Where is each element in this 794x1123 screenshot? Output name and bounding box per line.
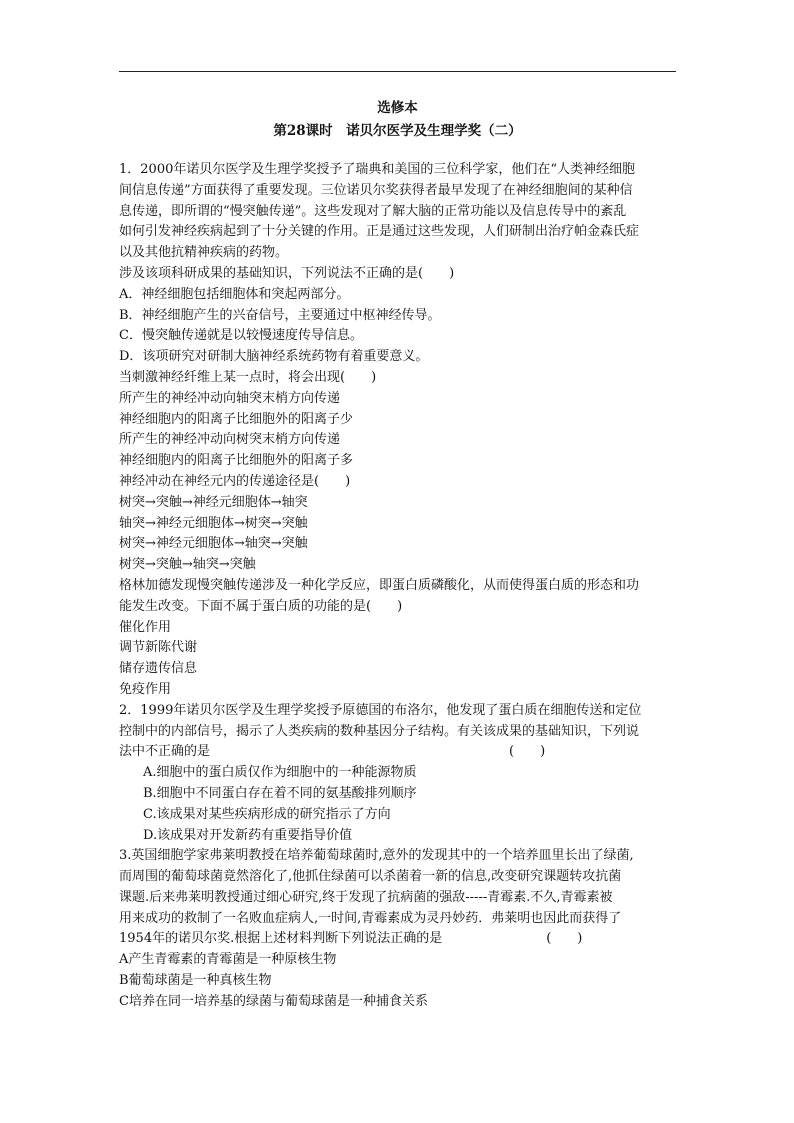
text-line: A．神经细胞包括细胞体和突起两部分。 <box>119 286 350 302</box>
text-line: 所产生的神经冲动向树突末梢方向传递 <box>119 432 341 448</box>
text-line: 树突→神经元细胞体→轴突→突触 <box>119 536 308 552</box>
text-line: A产生青霉素的青霉菌是一种原核生物 <box>119 952 337 968</box>
document-body <box>119 160 679 1013</box>
text-line: D.该成果对开发新药有重要指导价值 <box>143 827 353 843</box>
text-line: 间信息传递”方面获得了重要发现。三位诺贝尔奖获得者最早发现了在神经细胞间的某种信 <box>119 182 633 198</box>
text-line: 1．2000年诺贝尔医学及生理学奖授予了瑞典和美国的三位科学家，他们在“人类神经细胞 <box>119 162 636 177</box>
text-line: D．该项研究对研制大脑神经系统药物有着重要意义。 <box>119 349 429 365</box>
text-line: 催化作用 <box>119 619 172 635</box>
text-line: 课题.后来弗莱明教授通过细心研究,终于发现了抗病菌的强敌-----青霉素.不久,青霉素被 <box>119 889 613 905</box>
text-line: 神经细胞内的阳离子比细胞外的阳离子多 <box>119 453 354 469</box>
text-line: 如何引发神经疾病起到了十分关键的作用。正是通过这些发现，人们研制出治疗帕金森氏症 <box>119 224 640 240</box>
text-line: 神经冲动在神经元内的传递途径是( ) <box>119 473 351 489</box>
text-line: 格林加德发现慢突触传递涉及一种化学反应，即蛋白质磷酸化，从而使得蛋白质的形态和功 <box>119 577 640 593</box>
page-subtitle: 第28课时 诺贝尔医学及生理学奖（二） <box>273 123 522 139</box>
text-line: 神经细胞内的阳离子比细胞外的阳离子少 <box>119 411 354 427</box>
text-line: 当刺激神经纤维上某一点时，将会出现( ) <box>119 369 377 385</box>
text-line: 树突→突触→神经元细胞体→轴突 <box>119 494 308 510</box>
text-line: A.细胞中的蛋白质仅作为细胞中的一种能源物质 <box>143 765 417 781</box>
text-line: 1954年的诺贝尔奖.根据上述材料判断下列说法正确的是 ( ) <box>119 931 583 947</box>
text-line: 能发生改变。下面不属于蛋白质的功能的是( ) <box>119 598 403 614</box>
text-line: 免疫作用 <box>119 681 172 697</box>
text-line: 3.英国细胞学家弗莱明教授在培养葡萄球菌时,意外的发现其中的一个培养皿里长出了绿菌, <box>119 848 634 864</box>
text-line: B.细胞中不同蛋白存在着不同的氨基酸排列顺序 <box>143 785 417 801</box>
text-line: 息传递，即所谓的“慢突触传递”。这些发现对了解大脑的正常功能以及信息传导中的紊乱 <box>119 203 627 219</box>
text-line: 所产生的神经冲动向轴突末梢方向传递 <box>119 390 341 406</box>
text-line: 轴突→神经元细胞体→树突→突触 <box>119 515 308 531</box>
text-line: 调节新陈代谢 <box>119 640 198 656</box>
text-line: B葡萄球菌是一种真核生物 <box>119 973 272 989</box>
page-title: 选修本 <box>377 100 418 116</box>
text-line: 以及其他抗精神疾病的药物。 <box>119 245 289 261</box>
text-line: C．慢突触传递就是以较慢速度传导信息。 <box>119 328 363 344</box>
text-line: C培养在同一培养基的绿菌与葡萄球菌是一种捕食关系 <box>119 993 428 1009</box>
text-line: 而周围的葡萄球菌竟然溶化了,他抓住绿菌可以杀菌着一新的信息,改变研究课题转攻抗菌 <box>119 869 622 885</box>
header-rule <box>119 71 676 72</box>
text-line: 用来成功的救制了一名败血症病人,一时间,青霉素成为灵丹妙药．弗莱明也因此而获得了 <box>119 910 622 926</box>
text-line: 涉及该项科研成果的基础知识，下列说法不正确的是( ) <box>119 265 455 281</box>
text-line: C.该成果对某些疾病形成的研究指示了方向 <box>143 806 391 822</box>
text-line: 树突→突触→轴突→突触 <box>119 557 256 573</box>
text-line: 储存遗传信息 <box>119 661 198 677</box>
text-line: 法中不正确的是 ( ) <box>119 744 546 760</box>
text-line: 2．1999年诺贝尔医学及生理学奖授予原德国的布洛尔，他发现了蛋白质在细胞传送和定位 <box>119 702 642 718</box>
text-line: B．神经细胞产生的兴奋信号，主要通过中枢神经传导。 <box>119 307 441 323</box>
text-line: 控制中的内部信号，揭示了人类疾病的数种基因分子结构。有关该成果的基础知识，下列说 <box>119 723 640 739</box>
